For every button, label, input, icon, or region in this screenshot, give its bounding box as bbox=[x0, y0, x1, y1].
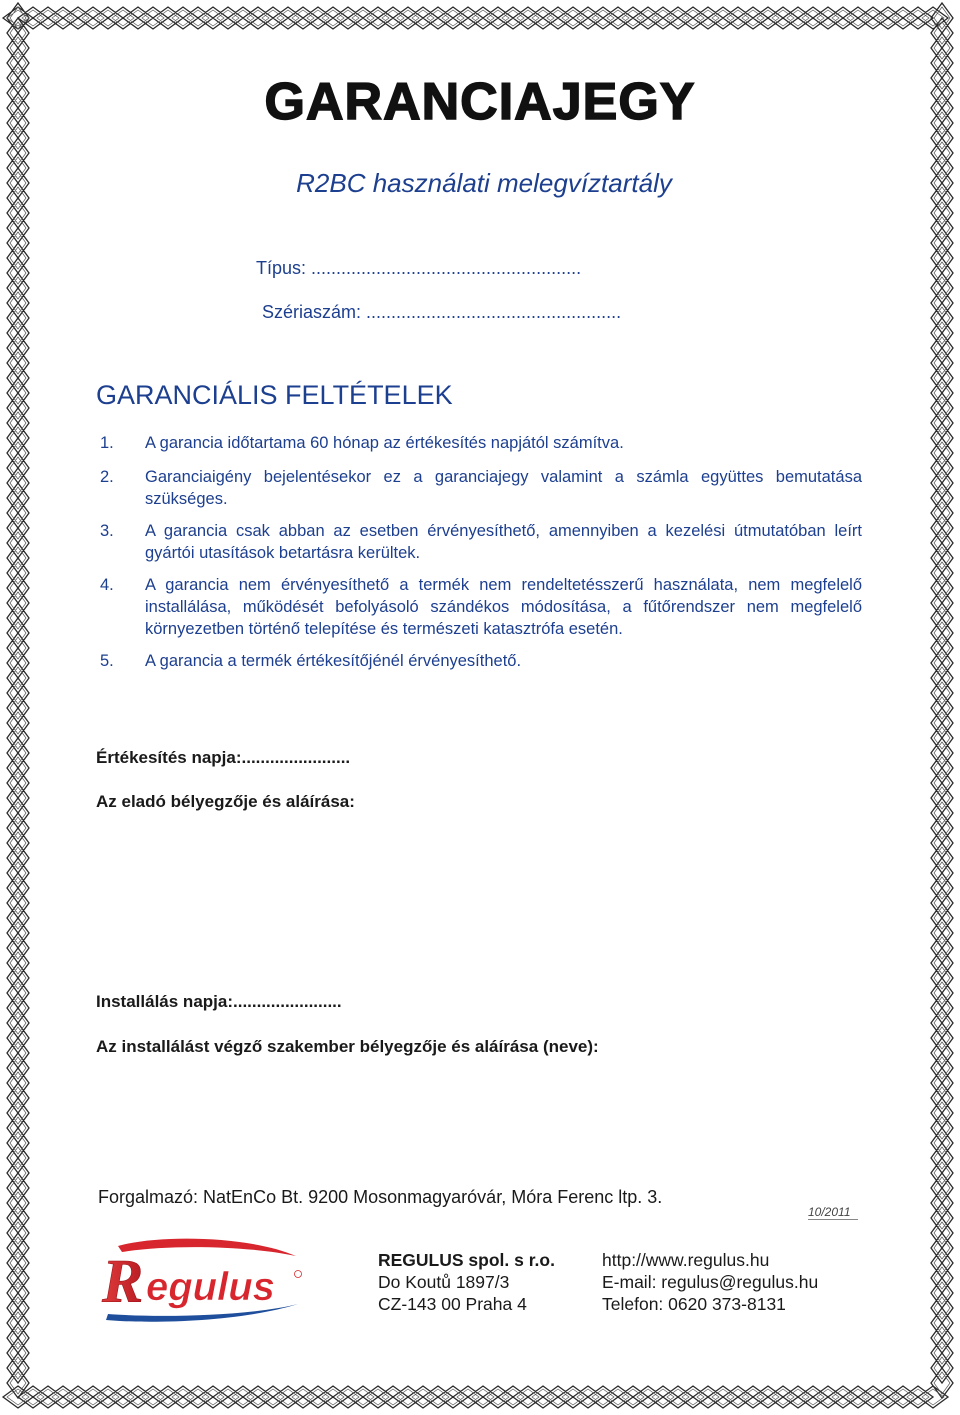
condition-number: 2. bbox=[100, 468, 114, 486]
phone-number: Telefon: 0620 373-8131 bbox=[602, 1294, 786, 1314]
install-date-field: Installálás napja:....................... bbox=[96, 992, 342, 1011]
svg-text:egulus: egulus bbox=[146, 1265, 275, 1309]
company-street: Do Koutů 1897/3 bbox=[378, 1272, 510, 1292]
condition-text: A garancia nem érvényesíthető a termék nem rendeltetésszerű használata, nem megfelelő installálása, működését befolyásoló szándékos módosítása, a fűtőrendszer nem megfelelő környezetben történő telepítése és természeti katasztrófa esetén. bbox=[145, 576, 862, 638]
company-address bbox=[378, 1249, 555, 1315]
conditions-heading: GARANCIÁLIS FELTÉTELEK bbox=[96, 380, 453, 410]
condition-text: A garancia a termék értékesítőjénél érvényesíthető. bbox=[145, 652, 522, 670]
condition-item bbox=[96, 466, 862, 510]
condition-item bbox=[96, 650, 862, 672]
condition-item bbox=[96, 432, 862, 454]
document-date: 10/2011 bbox=[808, 1205, 858, 1220]
company-contacts bbox=[602, 1249, 818, 1315]
distributor-info: Forgalmazó: NatEnCo Bt. 9200 Mosonmagyaróvár, Móra Ferenc ltp. 3. bbox=[98, 1187, 663, 1207]
condition-item bbox=[96, 574, 862, 640]
website-link[interactable]: http://www.regulus.hu bbox=[602, 1250, 770, 1270]
condition-number: 5. bbox=[100, 652, 114, 670]
condition-number: 3. bbox=[100, 522, 114, 540]
seller-signature-label: Az eladó bélyegzője és aláírása: bbox=[96, 792, 355, 811]
company-name: REGULUS spol. s r.o. bbox=[378, 1250, 555, 1270]
condition-item bbox=[96, 520, 862, 564]
condition-number: 4. bbox=[100, 576, 114, 594]
type-field: Típus: ...................................................... bbox=[256, 258, 582, 278]
regulus-logo bbox=[100, 1238, 305, 1324]
email-link[interactable]: E-mail: regulus@regulus.hu bbox=[602, 1272, 819, 1292]
page-title: GARANCIAJEGY bbox=[264, 73, 696, 131]
company-city: CZ-143 00 Praha 4 bbox=[378, 1294, 527, 1314]
condition-text: A garancia csak abban az esetben érvényesíthető, amennyiben a kezelési útmutatóban leírt gyártói utasítások betartásra kerültek. bbox=[145, 522, 862, 562]
svg-text:R: R bbox=[102, 1248, 144, 1316]
condition-number: 1. bbox=[100, 434, 114, 452]
conditions-list bbox=[96, 432, 862, 672]
sale-date-field: Értékesítés napja:....................... bbox=[96, 748, 351, 767]
serial-number-field: Szériaszám: ................................................... bbox=[262, 302, 622, 322]
condition-text: A garancia időtartama 60 hónap az értékesítés napjától számítva. bbox=[145, 434, 624, 452]
condition-text: Garanciaigény bejelentésekor ez a garanciajegy valamint a számla együttes bemutatása szükséges. bbox=[145, 468, 862, 508]
installer-signature-label: Az installálást végző szakember bélyegzője és aláírása (neve): bbox=[96, 1037, 599, 1056]
product-subtitle: R2BC használati melegvíztartály bbox=[296, 168, 672, 198]
